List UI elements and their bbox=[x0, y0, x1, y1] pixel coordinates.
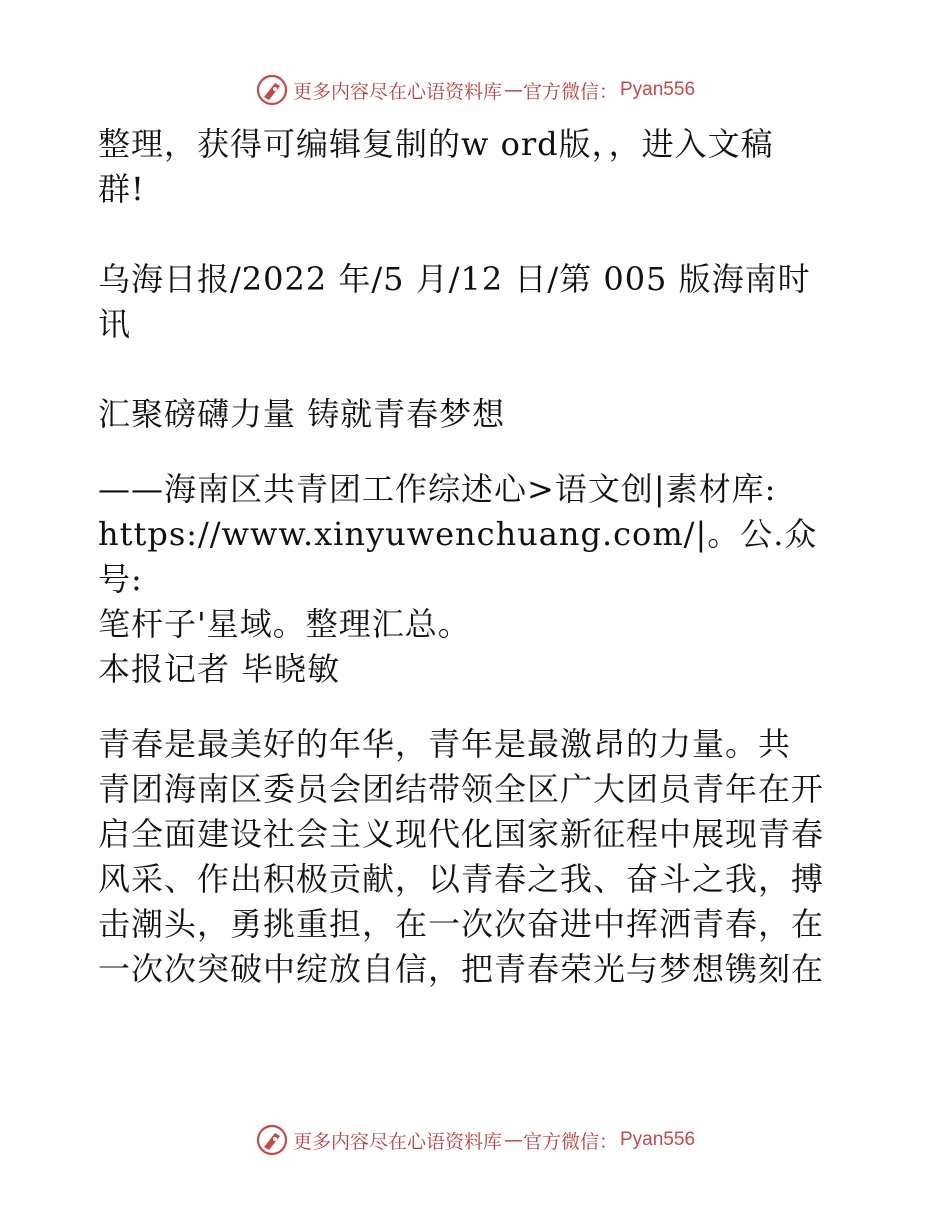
paragraph-source: 乌海日报/2022 年/5 月/12 日/第 005 版海南时 讯 bbox=[98, 260, 811, 343]
pen-nib-logo-icon bbox=[255, 1123, 289, 1157]
banner-wechat-label: 官方微信： bbox=[522, 1130, 618, 1153]
banner-wechat-label: 官方微信： bbox=[522, 80, 618, 103]
pen-nib-logo-icon bbox=[255, 73, 289, 107]
banner-dash: — bbox=[503, 1129, 521, 1151]
article-subtitle: ——海南区共青团工作综述心>语文创|素材库: https://www.xinyuwenchuang.com/|。公.众号: 笔杆子'星域。整理汇总。 bbox=[98, 470, 818, 643]
banner-dash: — bbox=[503, 79, 521, 101]
banner-wechat-id: Pyan556 bbox=[620, 1129, 696, 1150]
article-byline: 本报记者 毕晓敏 bbox=[98, 650, 341, 688]
banner-text: 更多内容尽在心语资料库 bbox=[292, 1130, 502, 1153]
paragraph-body: 青春是最美好的年华，青年是最激昂的力量。共 青团海南区委员会团结带领全区广大团员青年在开 启全面建设社会主义现代化国家新征程中展现青春 风采、作出积极贡献，以青春之我、奋斗之我，搏 击潮头，勇挑重担，在一次次奋进中挥洒青春，在 一次次突破中绽放自信，把青春荣光与梦想镌刻在 bbox=[98, 725, 825, 988]
banner-wechat-id: Pyan556 bbox=[620, 79, 696, 100]
paragraph-intro: 整理，获得可编辑复制的w ord版，，进入文稿 群! bbox=[98, 125, 774, 208]
header-banner bbox=[0, 70, 950, 110]
banner-text: 更多内容尽在心语资料库 bbox=[292, 80, 502, 103]
article-title: 汇聚磅礴力量 铸就青春梦想 bbox=[98, 395, 506, 433]
footer-banner bbox=[0, 1120, 950, 1160]
